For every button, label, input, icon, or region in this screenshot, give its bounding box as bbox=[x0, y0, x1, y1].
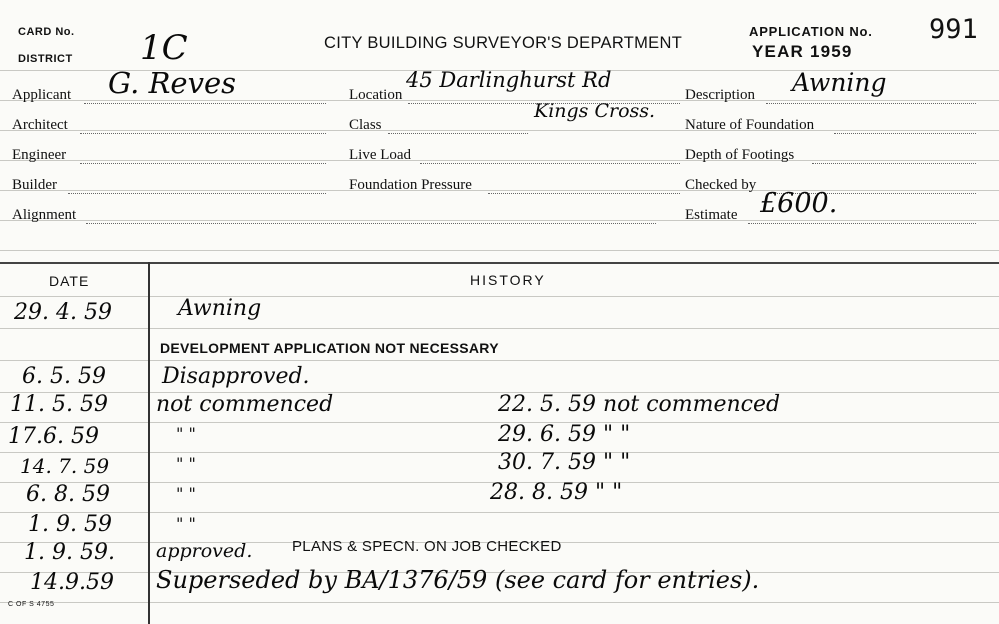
rule-line bbox=[0, 160, 999, 161]
nature-of-foundation-label: Nature of Foundation bbox=[685, 117, 815, 133]
history-row-stamp: PLANS & SPECN. ON JOB CHECKED bbox=[292, 538, 562, 555]
district-label: DISTRICT bbox=[18, 53, 73, 65]
architect-label: Architect bbox=[12, 117, 68, 133]
depth-of-footings-dotted-line bbox=[812, 163, 976, 164]
builder-label: Builder bbox=[12, 177, 57, 193]
rule-line bbox=[0, 250, 999, 251]
architect-dotted-line bbox=[80, 133, 326, 134]
application-no-label: APPLICATION No. bbox=[749, 24, 873, 39]
description-value: Awning bbox=[792, 68, 887, 97]
depth-of-footings-label: Depth of Footings bbox=[685, 147, 795, 163]
location-value-line2: Kings Cross. bbox=[534, 100, 656, 122]
location-label: Location bbox=[349, 87, 403, 103]
builder-dotted-line bbox=[68, 193, 326, 194]
history-row-text: Disapproved. bbox=[162, 364, 310, 389]
applicant-label: Applicant bbox=[12, 87, 72, 103]
history-stamp-development: DEVELOPMENT APPLICATION NOT NECESSARY bbox=[160, 340, 499, 356]
description-label: Description bbox=[685, 87, 755, 103]
card-no-label: CARD No. bbox=[18, 26, 75, 38]
application-no-value: 991 bbox=[929, 14, 978, 45]
alignment-label: Alignment bbox=[12, 207, 77, 223]
district-value: 1C bbox=[140, 28, 188, 68]
department-title: CITY BUILDING SURVEYOR'S DEPARTMENT bbox=[324, 34, 683, 52]
rule-line bbox=[0, 130, 999, 131]
estimate-label: Estimate bbox=[685, 207, 738, 223]
live-load-label: Live Load bbox=[349, 147, 412, 163]
history-row-text: Awning bbox=[178, 296, 262, 321]
checked-by-label: Checked by bbox=[685, 177, 757, 193]
applicant-value: G. Reves bbox=[108, 66, 236, 100]
history-row-text: Superseded by BA/1376/59 (see card for entries). bbox=[156, 566, 760, 594]
history-row-date: 29. 4. 59 bbox=[14, 300, 112, 325]
engineer-label: Engineer bbox=[12, 147, 67, 163]
history-row-date: 6. 8. 59 bbox=[26, 482, 110, 507]
history-row-text: " " bbox=[176, 514, 196, 533]
live-load-dotted-line bbox=[420, 163, 680, 164]
description-dotted-line bbox=[766, 103, 976, 104]
year-label: YEAR 1959 bbox=[752, 42, 853, 61]
history-row-date: 1. 9. 59 bbox=[28, 512, 112, 537]
form-code: C OF S 4755 bbox=[8, 601, 55, 608]
history-row-date: 11. 5. 59 bbox=[10, 392, 108, 417]
history-row-date: 14.9.59 bbox=[30, 570, 114, 595]
history-row-text: not commenced bbox=[156, 392, 334, 417]
class-label: Class bbox=[349, 117, 382, 133]
date-column-divider bbox=[148, 262, 150, 624]
engineer-dotted-line bbox=[80, 163, 326, 164]
estimate-dotted-line bbox=[748, 223, 976, 224]
date-column-header: DATE bbox=[49, 273, 90, 289]
rule-line bbox=[0, 100, 999, 101]
history-row-text-secondary: 22. 5. 59 not commenced bbox=[498, 392, 781, 417]
nature-of-foundation-dotted-line bbox=[834, 133, 976, 134]
history-row-date: 6. 5. 59 bbox=[22, 364, 106, 389]
applicant-dotted-line bbox=[84, 103, 326, 104]
history-column-header: HISTORY bbox=[470, 272, 546, 288]
history-row-date: 17.6. 59 bbox=[8, 424, 99, 449]
history-row-date: 1. 9. 59. bbox=[24, 540, 115, 565]
location-value-line1: 45 Darlinghurst Rd bbox=[406, 68, 612, 92]
class-dotted-line bbox=[388, 133, 528, 134]
history-row-text-secondary: 29. 6. 59 " " bbox=[498, 422, 631, 447]
history-row-text: " " bbox=[176, 424, 196, 443]
rule-line bbox=[0, 220, 999, 221]
history-row-text: " " bbox=[176, 484, 196, 503]
rule-line bbox=[0, 190, 999, 191]
history-row-text: approved. bbox=[156, 540, 253, 562]
alignment-dotted-line bbox=[86, 223, 656, 224]
estimate-value: £600. bbox=[760, 188, 838, 219]
history-row-text: " " bbox=[176, 454, 196, 473]
history-row-text-secondary: 30. 7. 59 " " bbox=[498, 450, 631, 475]
foundation-pressure-dotted-line bbox=[488, 193, 680, 194]
foundation-pressure-label: Foundation Pressure bbox=[349, 177, 472, 193]
history-row-date: 14. 7. 59 bbox=[20, 454, 110, 478]
history-row-text-secondary: 28. 8. 59 " " bbox=[490, 480, 623, 505]
